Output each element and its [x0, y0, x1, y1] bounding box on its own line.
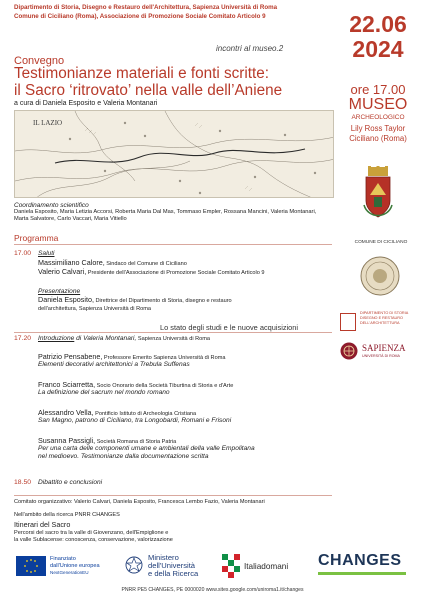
- sapienza-sub: UNIVERSITÀ DI ROMA: [362, 354, 400, 358]
- eu-line-1: Finanziato: [50, 556, 76, 562]
- dibattito-label: Dibattito e conclusioni: [38, 479, 103, 486]
- event-type: Convegno: [14, 55, 65, 67]
- mur-line-3: e della Ricerca: [148, 569, 199, 579]
- coordination-names: [14, 209, 334, 223]
- section-subtitle: Lo stato degli studi e le nuove acquisizioni: [160, 323, 299, 332]
- title-line-2: il Sacro ‘ritrovato’ nella valle dell’Aniene: [14, 81, 283, 99]
- curated-by: a cura di Daniela Esposito e Valeria Montanari: [14, 100, 158, 107]
- eu-flag-icon: [16, 556, 46, 576]
- dibattito-time: 18.50: [14, 479, 32, 486]
- organizing-committee: Comitato organizzativo: Valerio Calvari, Daniela Esposito, Francesca Lembo Fazio, Valeria Montanari: [14, 499, 265, 505]
- speaker-name: Franco Sciarretta,: [38, 380, 96, 389]
- museum-name-line-2: Ciciliano (Roma): [349, 133, 407, 143]
- museum-name-line-1: Lily Ross Taylor: [350, 124, 406, 133]
- changes-logo: CHANGES: [318, 552, 402, 569]
- mur-line-2: dell'Università: [148, 561, 196, 571]
- research-line: Nell'ambito della ricerca PNRR CHANGES: [14, 512, 120, 518]
- historic-map-image: [14, 110, 334, 198]
- header-line-1: Dipartimento di Storia, Disegno e Restauro dell'Architettura, Sapienza Università di Roma: [14, 4, 278, 11]
- speaker-role: Sindaco del Comune di Ciciliano: [104, 261, 187, 267]
- intro-role: Sapienza Università di Roma: [136, 336, 211, 342]
- mur-label: [148, 554, 198, 579]
- association-seal-icon: [360, 256, 400, 296]
- speaker-role: Socio Onorario della Società Tiburtina di Storia e d'Arte: [95, 383, 234, 389]
- comune-label: COMUNE DI CICILIANO: [354, 240, 408, 245]
- speaker-name: Patrizio Pensabene,: [38, 352, 103, 361]
- museum-subtitle: ARCHEOLOGICO: [351, 114, 405, 121]
- intro-label: Introduzione: [38, 335, 75, 342]
- programme-label: Programma: [14, 233, 59, 243]
- event-time: ore 17.00: [350, 82, 406, 97]
- divider: [14, 244, 332, 245]
- presentazione-label: Presentazione: [38, 288, 81, 295]
- divider: [14, 332, 332, 333]
- italiadomani-label: Italiadomani: [244, 562, 289, 571]
- event-day-month: 22.06: [349, 11, 407, 37]
- sapienza-emblem-icon: [340, 342, 358, 360]
- talk-title: Elementi decorativi architettonici a Trebula Suffenas: [38, 361, 190, 368]
- presentazione-speaker: [38, 296, 334, 305]
- header-line-2: Comune di Ciciliano (Roma), Associazione di Promozione Sociale Comitato Articolo 9: [14, 12, 266, 20]
- coordination-label: Coordinamento scientifico: [14, 202, 89, 209]
- department-mark-icon: [340, 313, 356, 331]
- department-label-line: DELL'ARCHITETTURA: [360, 321, 400, 325]
- speaker-role: Pontificio Istituto di Archeologia Cristiana: [93, 411, 197, 417]
- saluti-label: Saluti: [38, 250, 55, 257]
- series-label: incontri al museo.2: [216, 44, 284, 53]
- sapienza-name: SAPIENZA: [362, 343, 406, 353]
- title-line-1: Testimonianze materiali e fonti scritte:: [14, 65, 270, 82]
- republic-emblem-icon: [124, 554, 144, 576]
- speaker-name: Valerio Calvari,: [38, 267, 87, 276]
- eu-line-3: NextGenerationEU: [50, 569, 89, 575]
- itinerari-line-1: Percorsi del sacro tra la valle di Giovenzano, dell'Empiglione e: [14, 530, 169, 536]
- museum-name: [336, 124, 420, 143]
- intro-time: 17.20: [14, 335, 32, 342]
- eu-line-2: dall'Unione europea: [50, 562, 100, 569]
- speaker-role: Presidente dell'Associazione di Promozione Sociale Comitato Articolo 9: [86, 270, 265, 276]
- dibattito-row: [14, 479, 334, 489]
- event-date: [345, 12, 411, 62]
- itinerari-title: Itinerari del Sacro: [14, 520, 71, 529]
- event-title: [14, 66, 334, 99]
- speaker-name: Daniela Esposito,: [38, 295, 94, 304]
- intro-speaker: di Valeria Montanari,: [74, 335, 137, 342]
- speaker-role: Direttrice del Dipartimento di Storia, disegno e restauro: [93, 298, 232, 304]
- speaker-role-line-2: dell'architettura, Sapienza Università di Roma: [38, 306, 151, 312]
- coordination-names-line-2: Marta Salvatore, Carlo Vaccari, Maria Vitiello: [14, 216, 127, 222]
- changes-underline: [318, 572, 406, 575]
- department-label: [360, 311, 408, 326]
- comune-crest-icon: [360, 165, 396, 229]
- museum-label: MUSEO: [348, 96, 408, 113]
- map-caption: IL LAZIO: [33, 119, 63, 127]
- italiadomani-mark-icon: [222, 554, 240, 578]
- department-label-line: DIPARTIMENTO DI STORIA: [360, 311, 409, 315]
- footer-note: PNRR PE5 CHANGES, PE 0000020 www.sites.google.com/uniroma1.it/changes: [121, 587, 304, 593]
- sapienza-logo: [340, 340, 422, 364]
- eu-label: [50, 556, 100, 576]
- mur-line-1: Ministero: [148, 553, 179, 562]
- talk-title: San Magno, patrono di Ciciliano, tra Longobardi, Romani e Frisoni: [38, 417, 232, 424]
- speaker-name: Massimiliano Calore,: [38, 258, 105, 267]
- coordination-names-line-1: Daniela Esposito, Maria Letizia Accorsi, Roberta Maria Dal Mas, Tommaso Empler, Rossana Mancini, Valeria Montanari,: [14, 209, 317, 215]
- talk-title: La definizione del sacrum nel mondo romano: [38, 389, 170, 396]
- talk-title-line-2: nel medioevo. Testimonianze dalla documentazione scritta: [38, 453, 209, 460]
- map-drawing: [15, 111, 334, 198]
- itinerari-line-2: la valle Sublacense: conoscenza, conservazione, valorizzazione: [14, 537, 173, 543]
- speaker-name: Alessandro Vella,: [38, 408, 94, 417]
- speaker-name: Susanna Passigli,: [38, 436, 96, 445]
- divider: [14, 495, 332, 496]
- header-affiliations: [14, 4, 329, 21]
- saluti-time: 17.00: [14, 250, 32, 257]
- talk-title: Per una carta delle componenti umane e ambientali della valle Empolitana: [38, 445, 255, 452]
- logos-row: [0, 548, 425, 588]
- speaker-role: Società Romana di Storia Patria: [95, 439, 177, 445]
- event-year: 2024: [352, 36, 404, 62]
- intro-row: [14, 335, 334, 345]
- saluti-speaker: [38, 268, 334, 277]
- department-label-line: DISEGNO E RESTAURO: [360, 316, 403, 320]
- department-logo: [340, 310, 420, 334]
- speaker-role: Professore Emerito Sapienza Università di Roma: [102, 355, 226, 361]
